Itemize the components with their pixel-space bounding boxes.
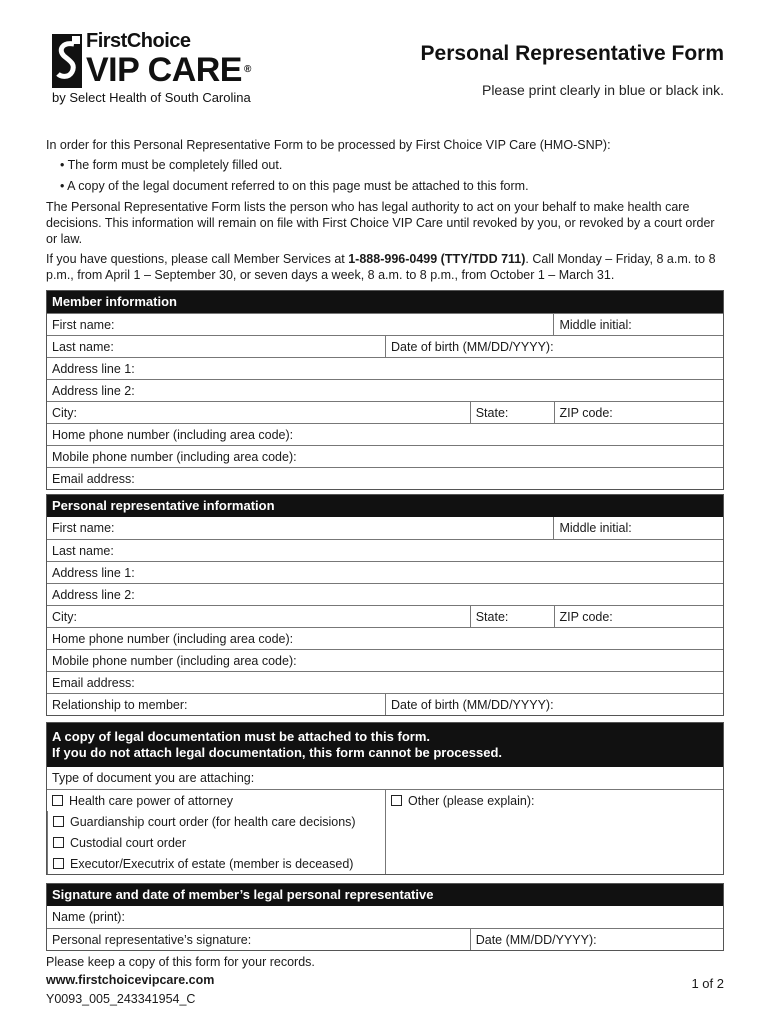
doc-option-other[interactable] xyxy=(386,790,723,811)
doc-option-label: Custodial court order xyxy=(70,836,187,850)
signature-section xyxy=(46,883,724,951)
rep-zip-field[interactable]: ZIP code: xyxy=(554,606,724,627)
checkbox-icon[interactable] xyxy=(53,858,64,869)
brand-main-text: VIP CARE xyxy=(86,51,242,89)
brand-logo xyxy=(52,30,282,110)
intro-p2: The Personal Representative Form lists the person who has legal authority to act on your behalf to make health care decisions. This information will remain on file with First Choice VIP Care until revoked by you, or revoked by a court order or law. xyxy=(46,200,715,246)
member-city-field[interactable]: City: xyxy=(52,406,77,420)
doc-options-left xyxy=(47,790,385,874)
rep-city-row xyxy=(47,605,723,627)
footer-code: Y0093_005_243341954_C xyxy=(46,992,196,1006)
page-number: 1 of 2 xyxy=(691,976,724,991)
rep-dob-field[interactable]: Date of birth (MM/DD/YYYY): xyxy=(385,694,723,715)
intro-text xyxy=(46,137,736,287)
rep-last-name-field[interactable]: Last name: xyxy=(52,544,114,558)
rep-address1-row xyxy=(47,561,723,583)
rep-city-field[interactable]: City: xyxy=(52,610,77,624)
member-home-phone-field[interactable]: Home phone number (including area code): xyxy=(52,428,294,442)
rep-home-phone-row xyxy=(47,627,723,649)
member-address2-field[interactable]: Address line 2: xyxy=(52,384,135,398)
member-address1-row xyxy=(47,357,723,379)
rep-first-name-field[interactable]: First name: xyxy=(52,521,115,535)
rep-info-heading: Personal representative information xyxy=(47,495,723,517)
signature-field[interactable]: Personal representative’s signature: xyxy=(52,933,252,947)
signature-name-row xyxy=(47,906,723,928)
doc-option-label: Health care power of attorney xyxy=(69,794,233,808)
page-title: Personal Representative Form xyxy=(420,42,724,65)
rep-mobile-phone-row xyxy=(47,649,723,671)
rep-state-field[interactable]: State: xyxy=(470,606,554,627)
member-mobile-phone-field[interactable]: Mobile phone number (including area code): xyxy=(52,450,297,464)
member-services-phone: 1-888-996-0499 (TTY/TDD 711) xyxy=(348,252,526,266)
member-last-name-field[interactable]: Last name: xyxy=(52,340,114,354)
member-first-name-row xyxy=(47,313,723,335)
doc-option-label: Executor/Executrix of estate (member is deceased) xyxy=(70,857,354,871)
rep-address1-field[interactable]: Address line 1: xyxy=(52,566,135,580)
rep-address2-field[interactable]: Address line 2: xyxy=(52,588,135,602)
rep-last-name-row xyxy=(47,539,723,561)
intro-p3-pre: If you have questions, please call Member Services at xyxy=(46,252,349,266)
rep-email-field[interactable]: Email address: xyxy=(52,676,135,690)
member-info-heading: Member information xyxy=(47,291,723,313)
doc-option-executor[interactable] xyxy=(47,853,385,874)
footer-keep-copy: Please keep a copy of this form for your records. xyxy=(46,955,315,969)
legal-doc-heading xyxy=(47,723,723,767)
doc-option-custodial[interactable] xyxy=(47,832,385,853)
brand-reg: ® xyxy=(243,64,251,75)
intro-bullet: • The form must be completely filled out. xyxy=(60,157,736,173)
doc-type-label: Type of document you are attaching: xyxy=(52,771,255,785)
rep-relationship-row xyxy=(47,693,723,715)
legal-doc-section xyxy=(46,722,724,875)
legal-doc-heading-2: If you do not attach legal documentation, this form cannot be processed. xyxy=(52,745,502,760)
rep-home-phone-field[interactable]: Home phone number (including area code): xyxy=(52,632,294,646)
member-info-section xyxy=(46,290,724,490)
member-first-name-field[interactable]: First name: xyxy=(52,318,115,332)
checkbox-icon[interactable] xyxy=(53,816,64,827)
member-zip-field[interactable]: ZIP code: xyxy=(554,402,724,423)
brand-main xyxy=(86,50,251,90)
intro-bullet: • A copy of the legal document referred to on this page must be attached to this form. xyxy=(60,178,736,194)
member-last-name-row xyxy=(47,335,723,357)
member-state-field[interactable]: State: xyxy=(470,402,554,423)
doc-option-label: Guardianship court order (for health care decisions) xyxy=(70,815,356,829)
signature-name-field[interactable]: Name (print): xyxy=(52,910,125,924)
member-email-row xyxy=(47,467,723,489)
signature-heading: Signature and date of member’s legal personal representative xyxy=(47,884,723,906)
member-address2-row xyxy=(47,379,723,401)
logo-s-icon xyxy=(52,34,82,88)
brand-by: by Select Health of South Carolina xyxy=(52,90,251,105)
signature-date-field[interactable]: Date (MM/DD/YYYY): xyxy=(470,929,723,950)
brand-top: FirstChoice xyxy=(86,30,191,52)
footer-url-text[interactable]: www.firstchoicevipcare.com xyxy=(46,973,215,987)
member-city-row xyxy=(47,401,723,423)
checkbox-icon[interactable] xyxy=(52,795,63,806)
doc-options-right xyxy=(385,790,723,874)
page-subtitle: Please print clearly in blue or black ink. xyxy=(481,82,724,98)
member-address1-field[interactable]: Address line 1: xyxy=(52,362,135,376)
doc-option-guardianship[interactable] xyxy=(47,811,385,832)
rep-email-row xyxy=(47,671,723,693)
member-middle-initial-field[interactable]: Middle initial: xyxy=(553,314,723,335)
rep-middle-initial-field[interactable]: Middle initial: xyxy=(553,517,723,539)
signature-row xyxy=(47,928,723,950)
legal-doc-heading-1: A copy of legal documentation must be attached to this form. xyxy=(52,729,430,744)
intro-p3 xyxy=(46,251,726,283)
intro-bullets xyxy=(46,157,736,194)
member-home-phone-row xyxy=(47,423,723,445)
rep-relationship-field[interactable]: Relationship to member: xyxy=(52,698,188,712)
doc-option-label: Other (please explain): xyxy=(408,794,535,808)
doc-option-poa[interactable] xyxy=(47,790,385,811)
doc-options xyxy=(47,789,723,874)
footer-url[interactable] xyxy=(46,973,214,987)
member-email-field[interactable]: Email address: xyxy=(52,472,135,486)
member-dob-field[interactable]: Date of birth (MM/DD/YYYY): xyxy=(385,336,723,357)
intro-p1: In order for this Personal Representative Form to be processed by First Choice VIP Care (HMO-SNP): xyxy=(46,138,611,152)
intro-p3-post: . Call Monday – Friday, 8 a.m. to 8 p.m., from April 1 – September 30, or seven days a week, 8 a.m. to 8 p.m., from October 1 – March 31. xyxy=(46,252,716,282)
rep-first-name-row xyxy=(47,517,723,539)
checkbox-icon[interactable] xyxy=(391,795,402,806)
doc-type-row xyxy=(47,767,723,789)
checkbox-icon[interactable] xyxy=(53,837,64,848)
rep-info-section xyxy=(46,494,724,716)
rep-address2-row xyxy=(47,583,723,605)
rep-mobile-phone-field[interactable]: Mobile phone number (including area code): xyxy=(52,654,297,668)
member-mobile-phone-row xyxy=(47,445,723,467)
